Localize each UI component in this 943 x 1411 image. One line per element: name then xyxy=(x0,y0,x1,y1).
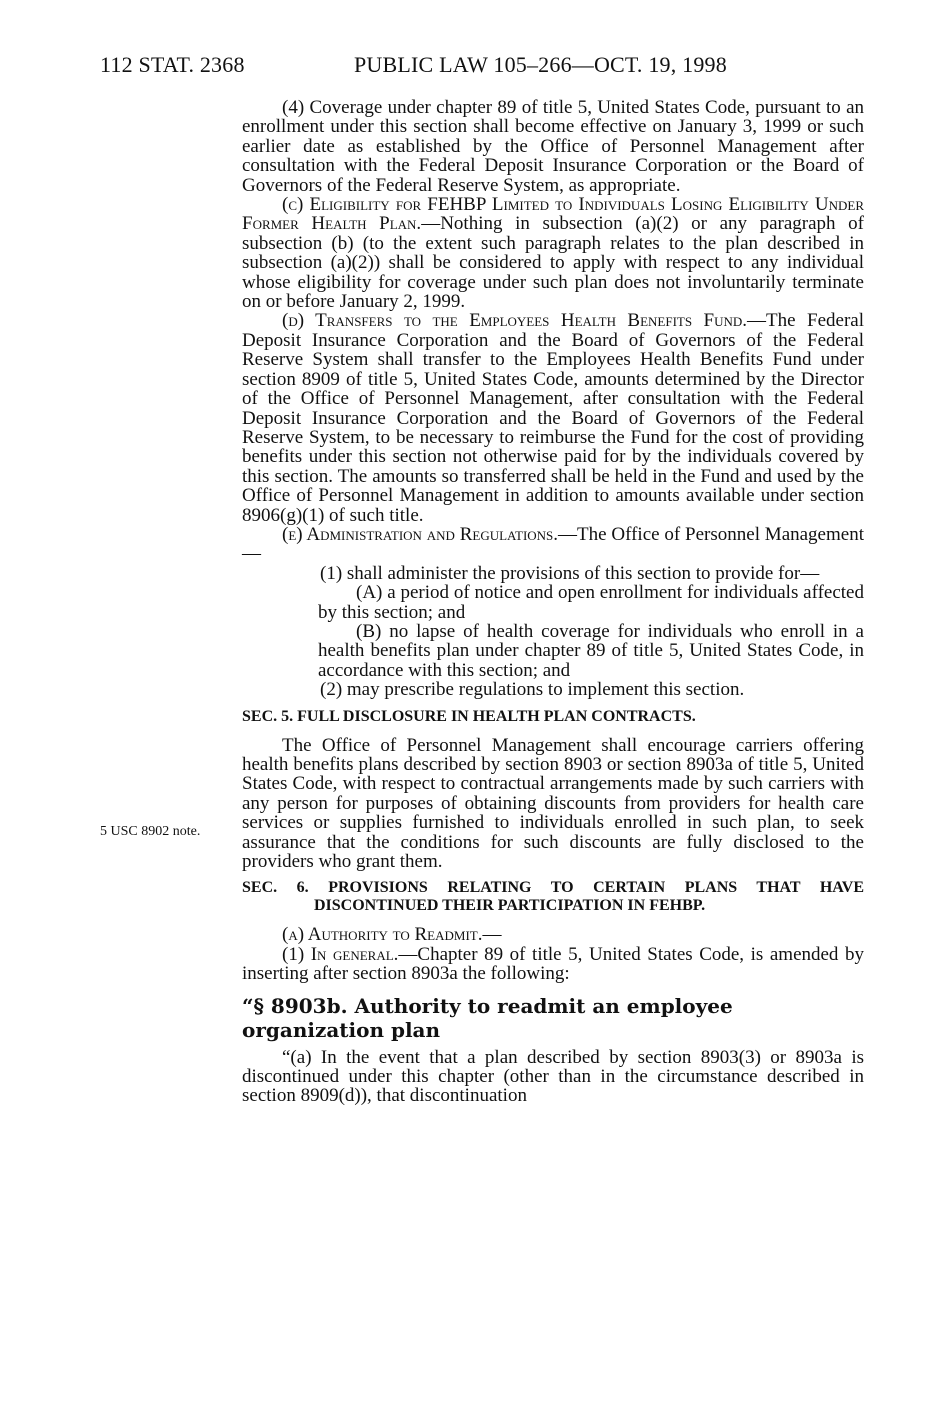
paragraph-e2: (2) may prescribe regulations to implement this section. xyxy=(320,679,745,701)
subsection-c-heading: (c) Eligibility for FEHBP Limited to Individuals Losing Eligibility Under Former Health Plan. xyxy=(242,194,864,235)
subparagraph-eB: (B) no lapse of health coverage for individuals who enroll in a health benefits plan under chapter 89 of title 5, United States Code, in accordance with this section; and xyxy=(318,620,864,681)
section-8903b-title: “§ 8903b. Authority to readmit an employee organization plan xyxy=(242,993,733,1042)
paragraph-4: (4) Coverage under chapter 89 of title 5, United States Code, pursuant to an enrollment under this section shall become effective on January 3, 1999 or such earlier date as established by the Office of Personnel Management after consultation with the Federal Deposit Insurance Corporation or the Board of Governors of the Federal Reserve System, as appropriate. xyxy=(242,97,864,196)
document-body xyxy=(242,98,864,1106)
paragraph-a1 xyxy=(242,945,864,984)
subsection-d-text: —The Federal Deposit Insurance Corporation and the Board of Governors of the Federal Reserve System shall transfer to the Employees Health Benefits Fund under section 8909 of title 5, United States Code, amounts determined by the Director of the Office of Personnel Management, after consultation with the Federal Deposit Insurance Corporation and the Board of Governors of the Federal Reserve System, to be necessary to reimburse the Fund for the cost of providing benefits under this section not otherwise paid for by the individuals covered by this section. The amounts so transferred shall be held in the Fund and used by the Office of Personnel Management in addition to amounts available under section 8906(g)(1) of such title. xyxy=(242,310,864,526)
subparagraph-eA: (A) a period of notice and open enrollment for individuals affected by this section; and xyxy=(318,582,864,623)
subsection-a-text: — xyxy=(482,924,502,946)
subsection-c-text: —Nothing in subsection (a)(2) or any paragraph of subsection (b) (to the extent such paragraph relates to the plan described in subsection (a)(2)) shall be considered to apply with respect to any individual whose eligibility for coverage under such plan does not involuntarily terminate on or before January 2, 1999. xyxy=(242,213,864,313)
section-5-title: SEC. 5. FULL DISCLOSURE IN HEALTH PLAN CONTRACTS. xyxy=(242,707,696,725)
subsection-c xyxy=(242,195,864,311)
subsection-d xyxy=(242,311,864,524)
section-8903b-text: “(a) In the event that a plan described by section 8903(3) or 8903a is discontinued under this chapter (other than in the circumstance described in section 8909(d)), that discontinuation xyxy=(242,1046,864,1107)
section-6-title: SEC. 6. PROVISIONS RELATING TO CERTAIN PLANS THAT HAVE DISCONTINUED THEIR PARTICIPATION IN FEHBP. xyxy=(242,879,864,915)
subsection-a-heading: (a) Authority to Readmit. xyxy=(282,924,483,946)
paragraph-a1-heading: (1) In general. xyxy=(282,943,399,965)
subsection-e-heading: (e) Administration and Regulations. xyxy=(282,523,559,545)
public-law-title: PUBLIC LAW 105–266—OCT. 19, 1998 xyxy=(354,52,727,77)
section-5-text: The Office of Personnel Management shall encourage carriers offering health benefits plans described by section 8903 or section 8903a of title 5, United States Code, with respect to contractual arrangements made by such carriers with any person for purposes of obtaining discounts from providers for health care services or supplies furnished to individuals enrolled in such plan, to seek assurance that the conditions for such discounts are fully disclosed to the providers who grant them. xyxy=(242,734,864,873)
paragraph-a1-text: —Chapter 89 of title 5, United States Code, is amended by inserting after section 8903a the following: xyxy=(242,943,864,985)
subsection-d-heading: (d) Transfers to the Employees Health Benefits Fund. xyxy=(282,310,748,332)
subsection-e xyxy=(242,525,864,564)
subsection-a xyxy=(242,925,864,944)
paragraph-e1: (1) shall administer the provisions of this section to provide for— xyxy=(320,562,820,584)
statute-page-number: 112 STAT. 2368 xyxy=(100,52,245,77)
margin-note: 5 USC 8902 note. xyxy=(100,824,201,839)
subsection-e-text: —The Office of Personnel Management— xyxy=(242,523,864,565)
